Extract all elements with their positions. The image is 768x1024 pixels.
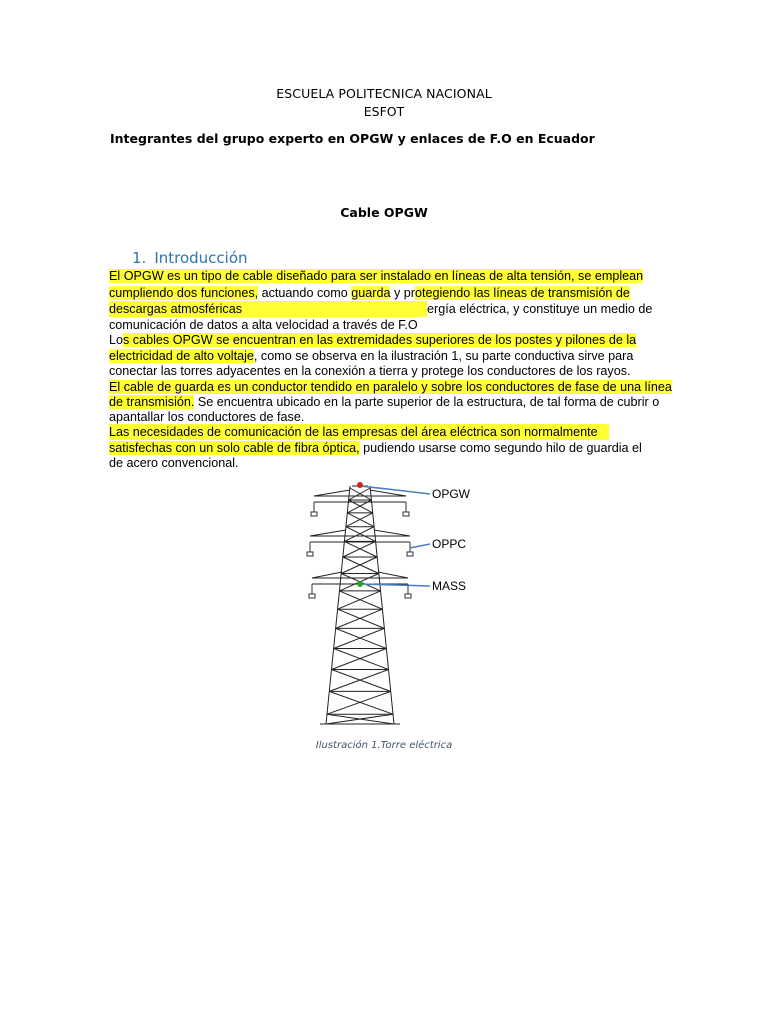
- lattice-brace: [338, 591, 381, 609]
- paragraph-3-line-3: [109, 409, 304, 425]
- lattice-brace: [327, 691, 391, 714]
- lattice-brace: [344, 541, 377, 557]
- pointer-mass: [360, 584, 430, 586]
- paragraph-4-line-2: [109, 440, 642, 456]
- text: Lo: [109, 333, 124, 347]
- paragraph-1-line-1: [109, 268, 643, 284]
- lattice-brace: [343, 541, 376, 557]
- lattice-brace: [334, 628, 385, 648]
- label-mass: MASS: [432, 579, 467, 593]
- highlight: El cable de guarda es un conductor tendido en paralelo y sobre los conductores de fase de una línea: [109, 380, 672, 394]
- lattice-brace: [329, 670, 388, 692]
- tower-drawing: [296, 476, 516, 732]
- lattice-brace: [350, 488, 372, 500]
- paragraph-1-line-3: [109, 301, 652, 317]
- lattice-brace: [346, 527, 376, 542]
- label-opgw: OPGW: [432, 487, 470, 501]
- paragraph-3-line-2: [109, 394, 659, 410]
- paragraph-3-line-1: [109, 379, 672, 395]
- lattice-brace: [338, 609, 385, 628]
- section-heading: [132, 249, 248, 267]
- lattice-brace: [329, 691, 393, 714]
- paragraph-1-line-2: [109, 285, 630, 301]
- text: , como se observa en la ilustración 1, su parte conductiva sirve para: [253, 349, 634, 363]
- paragraph-2-line-1: [109, 332, 636, 348]
- section-number: 1.: [132, 249, 147, 267]
- text: ergía eléctrica, y constituye un medio de: [427, 302, 653, 316]
- lattice-brace: [341, 557, 377, 574]
- highlight: Las necesidades de comunicación de las empresas del área eléctrica son normalmente: [109, 424, 609, 440]
- paragraph-2-line-2: [109, 348, 633, 364]
- document-title: Cable OPGW: [340, 205, 428, 220]
- text: apantallar los conductores de fase.: [109, 410, 305, 424]
- text: Se encuentra ubicado en la parte superior de la estructura, de tal forma de cubrir o: [194, 395, 660, 409]
- text: y pr: [390, 286, 415, 300]
- lattice-brace: [334, 649, 389, 670]
- figure-caption: Ilustración 1.Torre eléctrica: [315, 740, 453, 751]
- section-title: Introducción: [154, 249, 248, 267]
- lattice-brace: [331, 649, 386, 670]
- pointer-oppc: [410, 544, 430, 548]
- lattice-brace: [336, 609, 383, 628]
- highlight: otegiendo las líneas de transmisión de: [414, 286, 630, 300]
- lattice-brace: [349, 488, 371, 500]
- highlight: descargas atmosféricas: [109, 301, 427, 317]
- highlight: satisfechas con un solo cable de fibra óptica,: [109, 441, 360, 455]
- lattice-brace: [347, 513, 374, 527]
- lattice-brace: [339, 591, 382, 609]
- institution-name: ESCUELA POLITECNICA NACIONAL: [276, 86, 492, 101]
- lattice-brace: [331, 670, 390, 692]
- lattice-brace: [344, 527, 374, 542]
- group-title: Integrantes del grupo experto en OPGW y enlaces de F.O en Ecuador: [110, 131, 595, 146]
- tower-illustration: [296, 476, 516, 732]
- paragraph-4-line-3: [109, 455, 239, 471]
- highlight: de transmisión.: [109, 395, 195, 409]
- text: actuando como: [258, 286, 352, 300]
- label-oppc: OPPC: [432, 537, 467, 551]
- paragraph-1-line-4: [109, 317, 418, 333]
- text: de acero convencional.: [109, 456, 239, 470]
- text: pudiendo usarse como segundo hilo de guardia el: [359, 441, 642, 455]
- faculty-name: ESFOT: [363, 104, 405, 119]
- tower-lattice: [326, 488, 394, 724]
- opgw-dot: [357, 482, 363, 488]
- mass-dot: [357, 581, 363, 587]
- text: conectar las torres adyacentes en la conexión a tierra y protege los conductores de los rayos.: [109, 364, 631, 378]
- highlight: electricidad de alto voltaje: [109, 349, 254, 363]
- lattice-brace: [346, 513, 373, 527]
- lattice-brace: [336, 628, 387, 648]
- paragraph-4-line-1: [109, 424, 609, 440]
- highlight: s cables OPGW se encuentran en las extremidades superiores de los postes y pilones de la: [123, 333, 637, 347]
- highlight: El OPGW es un tipo de cable diseñado para ser instalado en líneas de alta tensión, se emplean: [109, 269, 644, 283]
- paragraph-2-line-3: [109, 363, 631, 379]
- text: comunicación de datos a alta velocidad a través de F.O: [109, 318, 418, 332]
- highlight: guarda: [351, 286, 391, 300]
- lattice-brace: [343, 557, 379, 574]
- tower-structure: [310, 486, 410, 724]
- highlight: cumpliendo dos funciones,: [109, 286, 259, 300]
